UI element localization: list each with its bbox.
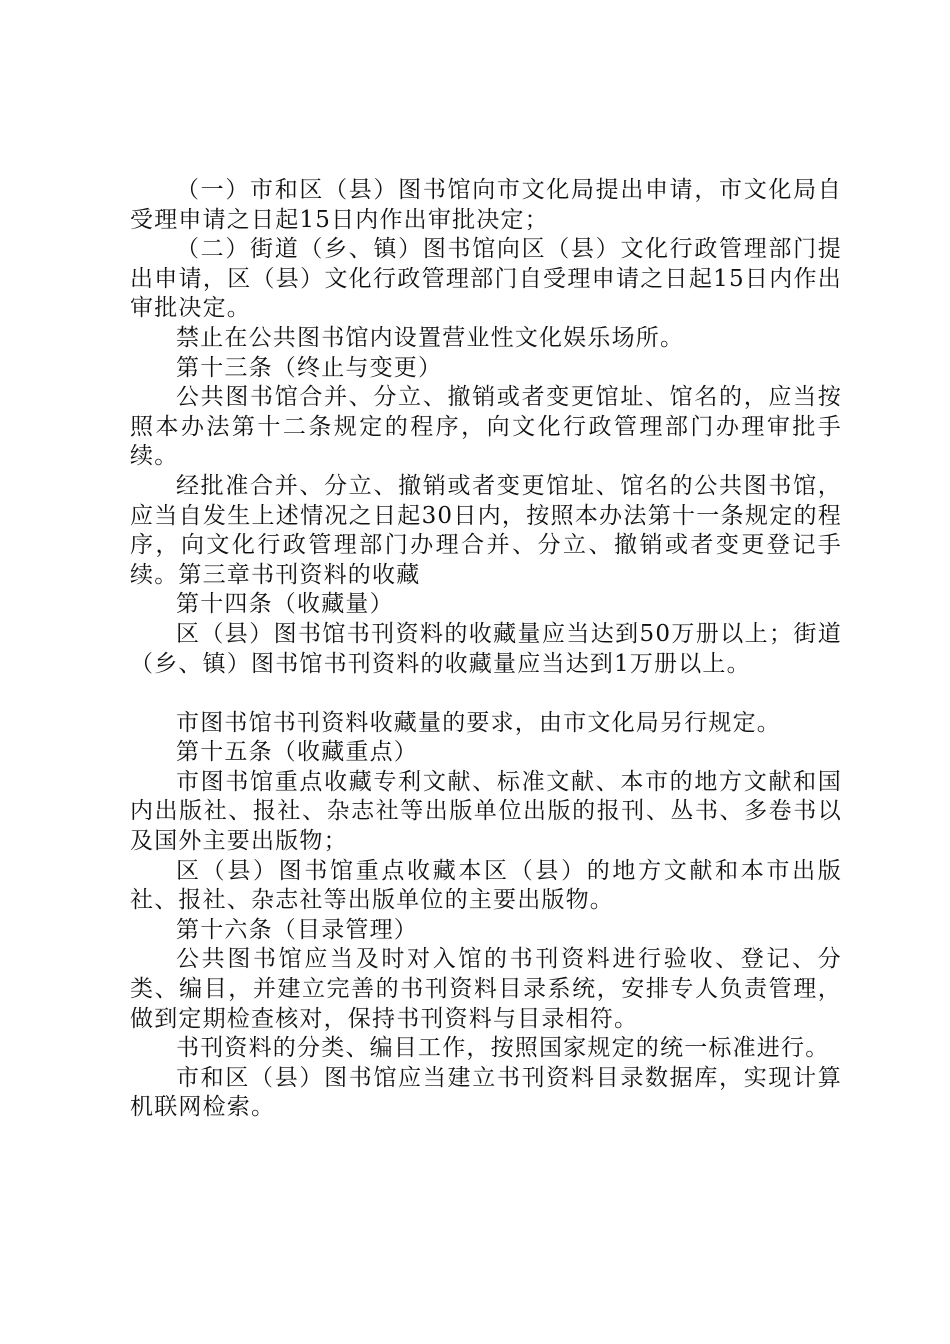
paragraph-11: 市图书馆重点收藏专利文献、标准文献、本市的地方文献和国内出版社、报社、杂志社等出版单位出版的报刊、丛书、多卷书以及国外主要出版物； — [130, 768, 842, 855]
paragraph-2: （二）街道（乡、镇）图书馆向区（县）文化行政管理部门提出申请，区（县）文化行政管理部门自受理申请之日起15日内作出审批决定。 — [130, 236, 842, 322]
paragraph-15: 书刊资料的分类、编目工作，按照国家规定的统一标准进行。 — [176, 1035, 830, 1062]
paragraph-9: 市图书馆书刊资料收藏量的要求，由市文化局另行规定。 — [176, 709, 781, 736]
paragraph-12: 区（县）图书馆重点收藏本区（县）的地方文献和本市出版社、报社、杂志社等出版单位的主要出版物。 — [130, 857, 842, 914]
paragraph-3: 禁止在公共图书馆内设置营业性文化娱乐场所。 — [176, 324, 685, 351]
article-16-heading: 第十六条（目录管理） — [176, 916, 418, 943]
article-13-heading: 第十三条（终止与变更） — [176, 354, 443, 381]
paragraph-8: 区（县）图书馆书刊资料的收藏量应当达到50万册以上；街道（乡、镇）图书馆书刊资料的收藏量应当达到1万册以上。 — [130, 620, 842, 677]
article-15-heading: 第十五条（收藏重点） — [176, 739, 418, 766]
article-14-heading: 第十四条（收藏量） — [176, 591, 394, 618]
paragraph-14: 公共图书馆应当及时对入馆的书刊资料进行验收、登记、分类、编目，并建立完善的书刊资料目录系统，安排专人负责管理，做到定期检查核对，保持书刊资料与目录相符。 — [130, 946, 842, 1032]
document-body — [130, 176, 842, 1123]
paragraph-16: 市和区（县）图书馆应当建立书刊资料目录数据库，实现计算机联网检索。 — [130, 1064, 842, 1121]
paragraph-1: （一）市和区（县）图书馆向市文化局提出申请，市文化局自受理申请之日起15日内作出审批决定； — [130, 177, 842, 233]
paragraph-5: 公共图书馆合并、分立、撤销或者变更馆址、馆名的，应当按照本办法第十二条规定的程序，向文化行政管理部门办理审批手续。 — [130, 384, 842, 470]
paragraph-6: 经批准合并、分立、撤销或者变更馆址、馆名的公共图书馆，应当自发生上述情况之日起30日内，按照本办法第十一条规定的程序，向文化行政管理部门办理合并、分立、撤销或者变更登记手续。第三章书刊资料的收藏 — [130, 472, 842, 588]
